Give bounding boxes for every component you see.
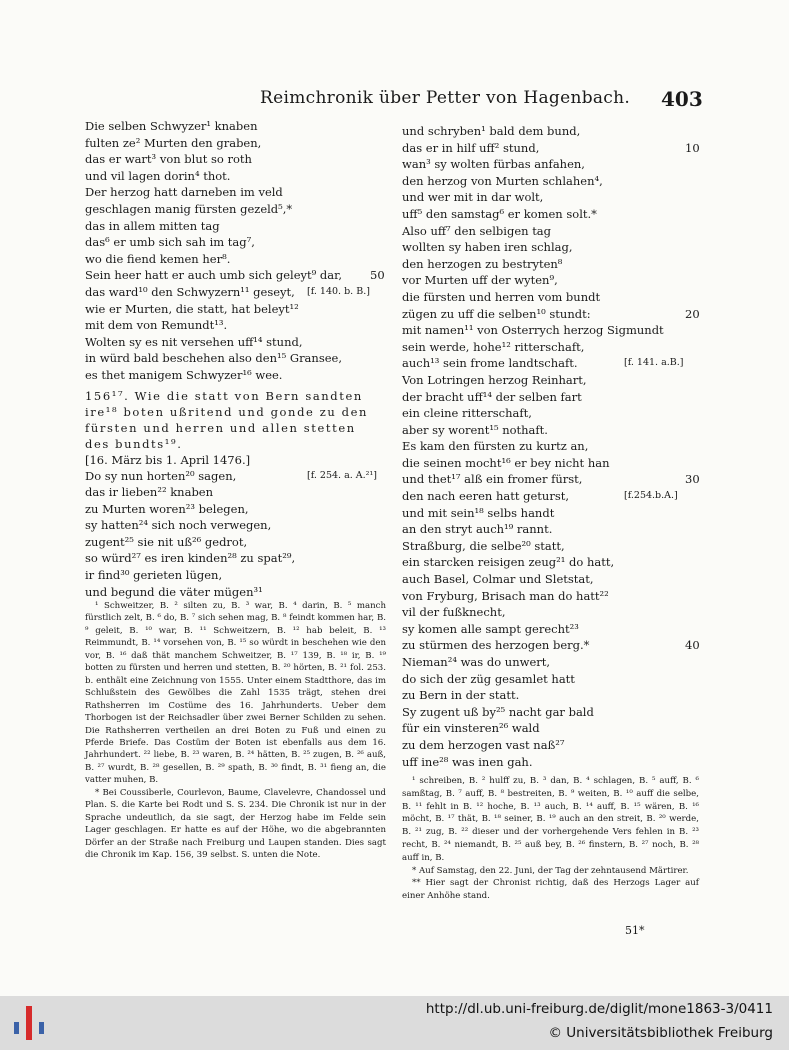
verse-line: [402, 521, 702, 538]
verse-line: [402, 256, 702, 273]
verse-text: zu Bern in der statt.: [402, 688, 520, 703]
verse-text: das ward¹⁰ den Schwyzern¹¹ geseyt,: [85, 284, 295, 299]
verse-line: [85, 218, 390, 235]
verse-text: sy komen alle sampt gerecht²³: [402, 621, 579, 636]
line-number: 20: [685, 306, 700, 321]
right-column: [402, 123, 702, 770]
verse-line: [85, 334, 390, 351]
verse-text: zügen zu uff die selben¹⁰ stundt:: [402, 306, 591, 321]
footnote-star-right: * Auf Samstag, den 22. Juni, der Tag der zehntausend Märtirer.: [412, 865, 689, 876]
verse-text: den herzogen zu bestryten⁸: [402, 256, 563, 271]
verse-line: [402, 588, 702, 605]
verse-text: fulten ze² Murten den graben,: [85, 135, 262, 150]
verse-line: [402, 754, 702, 771]
verse-text: vor Murten uff der wyten⁹,: [402, 273, 558, 288]
verse-line: [85, 201, 390, 218]
line-number: 50: [370, 268, 385, 283]
viewer-footer: [0, 996, 789, 1050]
line-number: 30: [685, 472, 700, 487]
verse-text: auch¹³ sein frome landtschaft.: [402, 356, 578, 371]
verse-line: [85, 584, 390, 601]
verse-text: Von Lotringen herzog Reinhart,: [402, 372, 587, 387]
verse-line: [85, 484, 390, 501]
footnote-double-star-right: ** Hier sagt der Chronist richtig, daß des Herzogs Lager auf einer Anhöhe stand.: [402, 878, 699, 902]
verse-line: [402, 455, 702, 472]
verse-text: zugent²⁵ sie nit uß²⁶ gedrot,: [85, 534, 248, 549]
verse-text: die fürsten und herren vom bundt: [402, 289, 601, 304]
verse-text: uff ine²⁸ was inen gah.: [402, 754, 533, 769]
verse-text: zu dem herzogen vast naß²⁷: [402, 737, 565, 752]
verse-text: sy hatten²⁴ sich noch verwegen,: [85, 518, 272, 533]
verse-text: geschlagen manig fürsten gezeld⁵,*: [85, 201, 293, 216]
verse-line: [402, 405, 702, 422]
verse-text: Es kam den fürsten zu kurtz an,: [402, 439, 589, 454]
verse-text: und mit sein¹⁸ selbs handt: [402, 505, 555, 520]
verse-text: Der herzog hatt darneben im veld: [85, 185, 283, 200]
verse-text: das er wart³ von blut so roth: [85, 152, 252, 167]
verse-line: [402, 355, 702, 372]
verse-line: [402, 272, 702, 289]
verse-line: [402, 189, 702, 206]
verse-line: [85, 301, 390, 318]
verse-line: [85, 468, 390, 485]
verse-block-1: [85, 118, 390, 384]
verse-line: [402, 372, 702, 389]
verse-line: [85, 284, 390, 301]
verse-line: [85, 350, 390, 367]
verse-text: Also uff⁷ den selbigen tag: [402, 223, 552, 238]
verse-line: [85, 550, 390, 567]
verse-line: [85, 267, 390, 284]
verse-line: [402, 389, 702, 406]
folio-reference: [f. 141. a.B.]: [624, 357, 684, 369]
verse-line: [402, 123, 702, 140]
verse-text: zu Murten woren²³ belegen,: [85, 501, 249, 516]
verse-line: [85, 317, 390, 334]
verse-text: Sein heer hatt er auch umb sich geleyt⁹ dar,: [85, 268, 343, 283]
verse-text: sein werde, hohe¹² ritterschaft,: [402, 339, 585, 354]
verse-text: der bracht uff¹⁴ der selben fart: [402, 389, 582, 404]
verse-line: [402, 554, 702, 571]
verse-line: [85, 234, 390, 251]
verse-line: [402, 438, 702, 455]
verse-line: [85, 501, 390, 518]
verse-line: [402, 538, 702, 555]
verse-text: so würd²⁷ es iren kinden²⁸ zu spat²⁹,: [85, 551, 296, 566]
verse-text: Do sy nun horten²⁰ sagen,: [85, 468, 237, 483]
folio-reference: [f. 254. a. A.²¹]: [307, 469, 378, 481]
verse-line: [85, 367, 390, 384]
footnote-star-left: * Bei Coussiberle, Courlevon, Baume, Clavelevre, Chandossel und Plan. S. die Karte bei Rodt und S. S. 234. Die Chronik ist nur in der Sprache undeutlich, da sie sagt, der Herzog habe im Felde sein Lager geschlagen. Er hatte es auf der Höhe, wo die abgebrannten Dörfer an der Straße nach Freiburg und Laupen standen. Dies sagt die Chronik im Kap. 156, 39 selbst. S. unten die Note.: [85, 787, 386, 861]
verse-text: vil der fußknecht,: [402, 605, 506, 620]
verse-text: von Fryburg, Brisach man do hatt²²: [402, 588, 609, 603]
verse-text: an den stryt auch¹⁹ rannt.: [402, 522, 553, 537]
verse-line: [402, 306, 702, 323]
verse-text: Sy zugent uß by²⁵ nacht gar bald: [402, 704, 594, 719]
verse-text: und thet¹⁷ alß ein fromer fürst,: [402, 472, 583, 487]
library-logo-icon: [12, 1000, 46, 1044]
verse-line: [85, 184, 390, 201]
verse-line: [402, 289, 702, 306]
verse-text: ein cleine ritterschaft,: [402, 406, 532, 421]
verse-line: [402, 687, 702, 704]
verse-line: [402, 621, 702, 638]
chapter-heading: [85, 388, 385, 468]
verse-line: [85, 251, 390, 268]
chapter-heading-text: 156¹⁷. Wie die statt von Bern sandten ire¹⁸ boten ußritend und gonde zu den fürsten und herren und allen stetten des bundts¹⁹.: [85, 388, 368, 451]
footnote-variants-right: ¹ schreiben, B. ² hulff zu, B. ³ dan, B. ⁴ schlagen, B. ⁵ auff, B. ⁶ samßtag, B. ⁷ auff, B. ⁸ bestreiten, B. ⁹ weiten, B. ¹⁰ auff die selbe, B. ¹¹ fehlt in B. ¹² hoche, B. ¹³ auch, B. ¹⁴ auff, B. ¹⁵ wären, B. ¹⁶ möcht, B. ¹⁷ thät, B. ¹⁸ seiner, B. ¹⁹ auch an den streit, B. ²⁰ werde, B. ²¹ zug, B. ²² dieser und der vorhergehende Vers fehlen in B. ²³ recht, B. ²⁴ niemandt, B. ²⁵ auß bey, B. ²⁶ finstern, B. ²⁷ noch, B. ²⁸ auff in, B.: [402, 776, 699, 863]
verse-line: [85, 118, 390, 135]
verse-text: wie er Murten, die statt, hat beleyt¹²: [85, 301, 299, 316]
verse-text: mit namen¹¹ von Osterrych herzog Sigmundt: [402, 323, 664, 338]
verse-text: das er in hilf uff² stund,: [402, 140, 540, 155]
verse-text: für ein vinsteren²⁶ wald: [402, 721, 540, 736]
page-number: 403: [661, 87, 703, 111]
verse-text: Straßburg, die selbe²⁰ statt,: [402, 538, 565, 553]
verse-text: uff⁵ den samstag⁶ er komen solt.*: [402, 206, 597, 221]
verse-line: [402, 223, 702, 240]
verse-text: das ir lieben²² knaben: [85, 485, 214, 500]
running-header-title: Reimchronik über Petter von Hagenbach.: [260, 88, 631, 108]
verse-line: [402, 488, 702, 505]
permalink-url[interactable]: http://dl.ub.uni-freiburg.de/diglit/mone1863-3/0411: [425, 1001, 773, 1017]
verse-text: Nieman²⁴ was do unwert,: [402, 655, 551, 669]
verse-text: auch Basel, Colmar und Sletstat,: [402, 572, 594, 587]
footnotes-left: [85, 600, 386, 862]
chapter-date: [16. März bis 1. April 1476.]: [85, 452, 251, 467]
verse-line: [402, 571, 702, 588]
verse-line: [402, 156, 702, 173]
verse-text: aber sy worent¹⁵ nothaft.: [402, 422, 548, 437]
verse-text: und schryben¹ bald dem bund,: [402, 124, 581, 138]
verse-line: [402, 720, 702, 737]
verse-line: [402, 654, 702, 671]
verse-line: [85, 567, 390, 584]
verse-line: [402, 239, 702, 256]
folio-reference: [f.254.b.A.]: [624, 490, 678, 502]
verse-block-2: [85, 468, 390, 601]
verse-line: [402, 604, 702, 621]
verse-text: und wer mit in dar wolt,: [402, 190, 544, 205]
verse-text: mit dem von Remundt¹³.: [85, 318, 228, 333]
verse-line: [85, 151, 390, 168]
verse-line: [402, 505, 702, 522]
verse-text: wo die fiend kemen her⁸.: [85, 251, 231, 266]
verse-line: [402, 671, 702, 688]
verse-text: Die selben Schwyzer¹ knaben: [85, 119, 258, 133]
verse-line: [85, 517, 390, 534]
verse-text: das⁶ er umb sich sah im tag⁷,: [85, 235, 255, 250]
verse-line: [85, 534, 390, 551]
verse-text: zu stürmen des herzogen berg.*: [402, 638, 590, 653]
verse-line: [85, 135, 390, 152]
verse-text: wollten sy haben iren schlag,: [402, 240, 573, 255]
footnote-variants-left: ¹ Schweitzer, B. ² silten zu, B. ³ war, B. ⁴ darin, B. ⁵ manch fürstlich zelt, B. ⁶ do, B. ⁷ sich sehen mag, B. ⁸ feindt kommen har, B. ⁹ geleit, B. ¹⁰ war, B. ¹¹ Schweitzern, B. ¹² hab beleit, B. ¹³ Reimmundt, B. ¹⁴ vorsehen von, B. ¹⁵ so würdt in beschehen wie den vor, B. ¹⁶ daß thät manchem Schweitzer, B. ¹⁷ 139, B. ¹⁸ ir, B. ¹⁹ botten zu fürsten und herren und stetten, B. ²⁰ hörten, B. ²¹ fol. 253. b. enthält eine Zeichnung von 1555. Unter einem Stadtthore, das im Schlußstein des Gewölbes die Zahl 1535 trägt, stehen drei Rathsherren im Costüme des 16. Jahrhunderts. Ueber dem Thorbogen ist der Reichsadler über zwei Berner Schilden zu sehen. Die Rathsherren vertheilen an drei Boten zu Fuß und einen zu Pferde Briefe. Das Costüm der Boten ist ebenfalls aus dem 16. Jahrhundert. ²² liebe, B. ²³ waren, B. ²⁴ hätten, B. ²⁵ zugen, B. ²⁶ auß, B. ²⁷ wurdt, B. ²⁸ gesellen, B. ²⁹ spath, B. ³⁰ findt, B. ³¹ fieng an, die vatter muhen, B.: [85, 601, 386, 786]
folio-reference: [f. 140. b. B.]: [307, 285, 370, 297]
verse-line: [85, 168, 390, 185]
verse-text: Wolten sy es nit versehen uff¹⁴ stund,: [85, 334, 303, 349]
line-number: 10: [685, 140, 700, 155]
verse-text: in würd bald beschehen also den¹⁵ Gransee,: [85, 351, 342, 366]
verse-line: [402, 637, 702, 654]
verse-text: und begund die väter mügen³¹: [85, 584, 263, 599]
verse-block-3: [402, 123, 702, 770]
left-column: [85, 118, 390, 600]
verse-line: [402, 471, 702, 488]
verse-line: [402, 737, 702, 754]
verse-text: es thet manigem Schwyzer¹⁶ wee.: [85, 367, 283, 382]
signature-mark: 51*: [625, 924, 645, 937]
line-number: 40: [685, 638, 700, 653]
verse-line: [402, 140, 702, 157]
verse-text: do sich der züg gesamlet hatt: [402, 671, 575, 686]
verse-line: [402, 422, 702, 439]
verse-text: den nach eeren hatt geturst,: [402, 489, 570, 504]
verse-text: ir find³⁰ gerieten lügen,: [85, 568, 223, 583]
verse-text: die seinen mocht¹⁶ er bey nicht han: [402, 455, 610, 470]
verse-line: [402, 206, 702, 223]
verse-text: ein starcken reisigen zeug²¹ do hatt,: [402, 555, 615, 570]
verse-line: [402, 704, 702, 721]
verse-text: wan³ sy wolten fürbas anfahen,: [402, 157, 585, 172]
verse-line: [402, 322, 702, 339]
footnotes-right: [402, 775, 699, 903]
copyright-notice: © Universitätsbibliothek Freiburg: [548, 1025, 773, 1041]
verse-text: den herzog von Murten schlahen⁴,: [402, 173, 603, 188]
verse-text: das in allem mitten tag: [85, 218, 220, 233]
verse-line: [402, 173, 702, 190]
verse-line: [402, 339, 702, 356]
verse-text: und vil lagen dorin⁴ thot.: [85, 168, 231, 183]
